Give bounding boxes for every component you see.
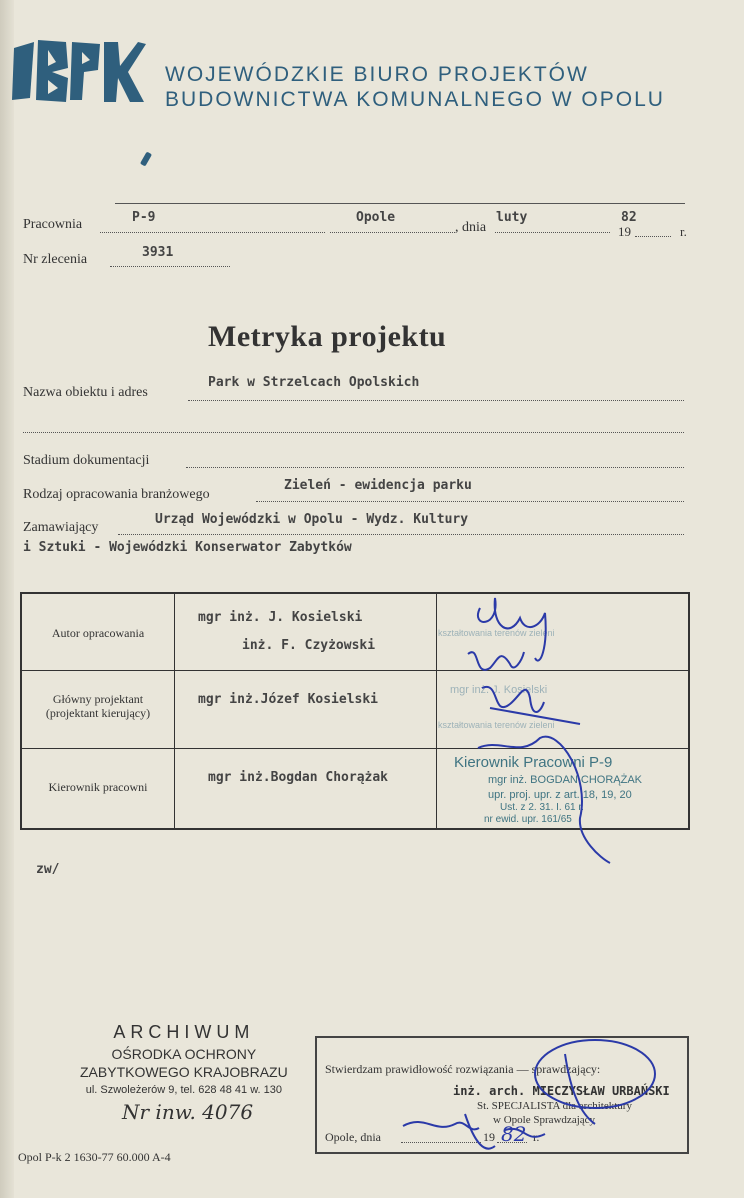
nazwa-dots-2	[23, 432, 684, 433]
page-title: Metryka projektu	[208, 320, 447, 353]
verify-year-prefix: 19	[483, 1130, 495, 1144]
stamp-line-1: Kierownik Pracowni P-9	[454, 754, 613, 771]
verify-stamp-2: St. SPECJALISTA dla architektury	[477, 1100, 632, 1112]
row1-stamp: kształtowania terenów zieleni	[438, 628, 555, 638]
nr-zlecenia-label: Nr zlecenia	[23, 252, 88, 267]
dnia-label: , dnia	[455, 220, 487, 235]
rodzaj-value: Zieleń - ewidencja parku	[284, 478, 472, 493]
zamawiajacy-value-2: i Sztuki - Wojewódzki Konserwator Zabytków	[23, 540, 352, 555]
row2-stamp-2: kształtowania terenów zieleni	[438, 720, 555, 730]
row3-label: Kierownik pracowni	[48, 780, 148, 794]
org-line-2: BUDOWNICTWA KOMUNALNEGO W OPOLU	[165, 88, 665, 111]
verify-line-1: Stwierdzam prawidłowość rozwiązania — sprawdzający:	[325, 1062, 601, 1076]
footer-print-code: Opol P-k 2 1630-77 60.000 A-4	[18, 1150, 171, 1164]
place-dots	[330, 232, 455, 233]
verify-stamp-1: inż. arch. MIECZYSŁAW URBAŃSKI	[453, 1084, 670, 1098]
nazwa-label: Nazwa obiektu i adres	[23, 385, 148, 400]
nr-zlecenia-value: 3931	[142, 245, 174, 260]
table-col-divider	[174, 594, 175, 828]
rodzaj-dots	[256, 501, 684, 502]
row1-value-1: mgr inż. J. Kosielski	[198, 610, 363, 625]
inventory-number: Nr inw. 4076	[122, 1100, 254, 1124]
zamawiajacy-label: Zamawiający	[23, 520, 99, 535]
r-label: r.	[680, 224, 687, 239]
row3-value: mgr inż.Bogdan Chorążak	[208, 770, 389, 785]
nazwa-dots	[188, 400, 684, 401]
nazwa-value: Park w Strzelcach Opolskich	[208, 375, 420, 390]
zamawiajacy-dots	[118, 534, 684, 535]
verification-signature-icon	[395, 1034, 665, 1164]
verify-date-label: Opole, dnia	[325, 1130, 381, 1144]
month-dots	[495, 232, 610, 233]
org-line-1: WOJEWÓDZKIE BIURO PROJEKTÓW	[165, 63, 589, 86]
month-value: luty	[496, 210, 528, 225]
stadium-label: Stadium dokumentacji	[23, 453, 150, 468]
logo-icon	[8, 38, 148, 128]
stadium-dots	[186, 467, 684, 468]
verify-stamp-3: w Opole Sprawdzający	[493, 1114, 596, 1126]
zamawiajacy-value-1: Urząd Wojewódzki w Opolu - Wydz. Kultury	[155, 512, 469, 527]
pracownia-label: Pracownia	[23, 217, 83, 232]
row2-value: mgr inż.Józef Kosielski	[198, 692, 379, 707]
year-value: 82	[621, 210, 637, 225]
archive-line-3: ZABYTKOWEGO KRAJOBRAZU	[80, 1064, 288, 1080]
table-col-divider	[436, 594, 437, 828]
verify-r-label: r.	[533, 1130, 540, 1144]
pracownia-dots	[100, 232, 325, 233]
year-dots	[635, 236, 671, 237]
signature-icon	[440, 588, 620, 868]
header-rule	[115, 203, 685, 204]
note-text: zw/	[36, 862, 60, 877]
archive-stamp	[80, 1022, 288, 1096]
stamp-line-5: nr ewid. upr. 161/65	[484, 814, 572, 825]
ink-mark	[140, 151, 152, 166]
organization-name	[165, 62, 665, 112]
archive-line-4: ul. Szwoleżerów 9, tel. 628 48 41 w. 130	[85, 1084, 282, 1096]
rodzaj-label: Rodzaj opracowania branżowego	[23, 487, 210, 502]
pracownia-value: P-9	[132, 210, 156, 225]
verify-year-value: 82	[501, 1122, 527, 1146]
nr-zlecenia-dots	[110, 266, 230, 267]
place-value: Opole	[356, 210, 396, 225]
row1-label: Autor opracowania	[51, 626, 145, 640]
archive-line-2: OŚRODKA OCHRONY	[111, 1046, 257, 1062]
binding-edge	[0, 0, 14, 1198]
stamp-line-2: mgr inż. BOGDAN CHORĄŻAK	[488, 774, 643, 786]
row2-stamp-1: mgr inż. J. Kosielski	[450, 684, 548, 696]
stamp-line-4: Ust. z 2. 31. I. 61 r.	[500, 802, 584, 813]
row2-label-2: (projektant kierujący)	[45, 706, 151, 720]
year-prefix: 19	[618, 224, 631, 239]
stamp-line-3: upr. proj. upr. z art. 18, 19, 20	[488, 789, 632, 801]
row2-label-1: Główny projektant	[52, 692, 144, 706]
archive-line-1: ARCHIWUM	[113, 1022, 255, 1042]
row1-value-2: inż. F. Czyżowski	[242, 638, 376, 653]
